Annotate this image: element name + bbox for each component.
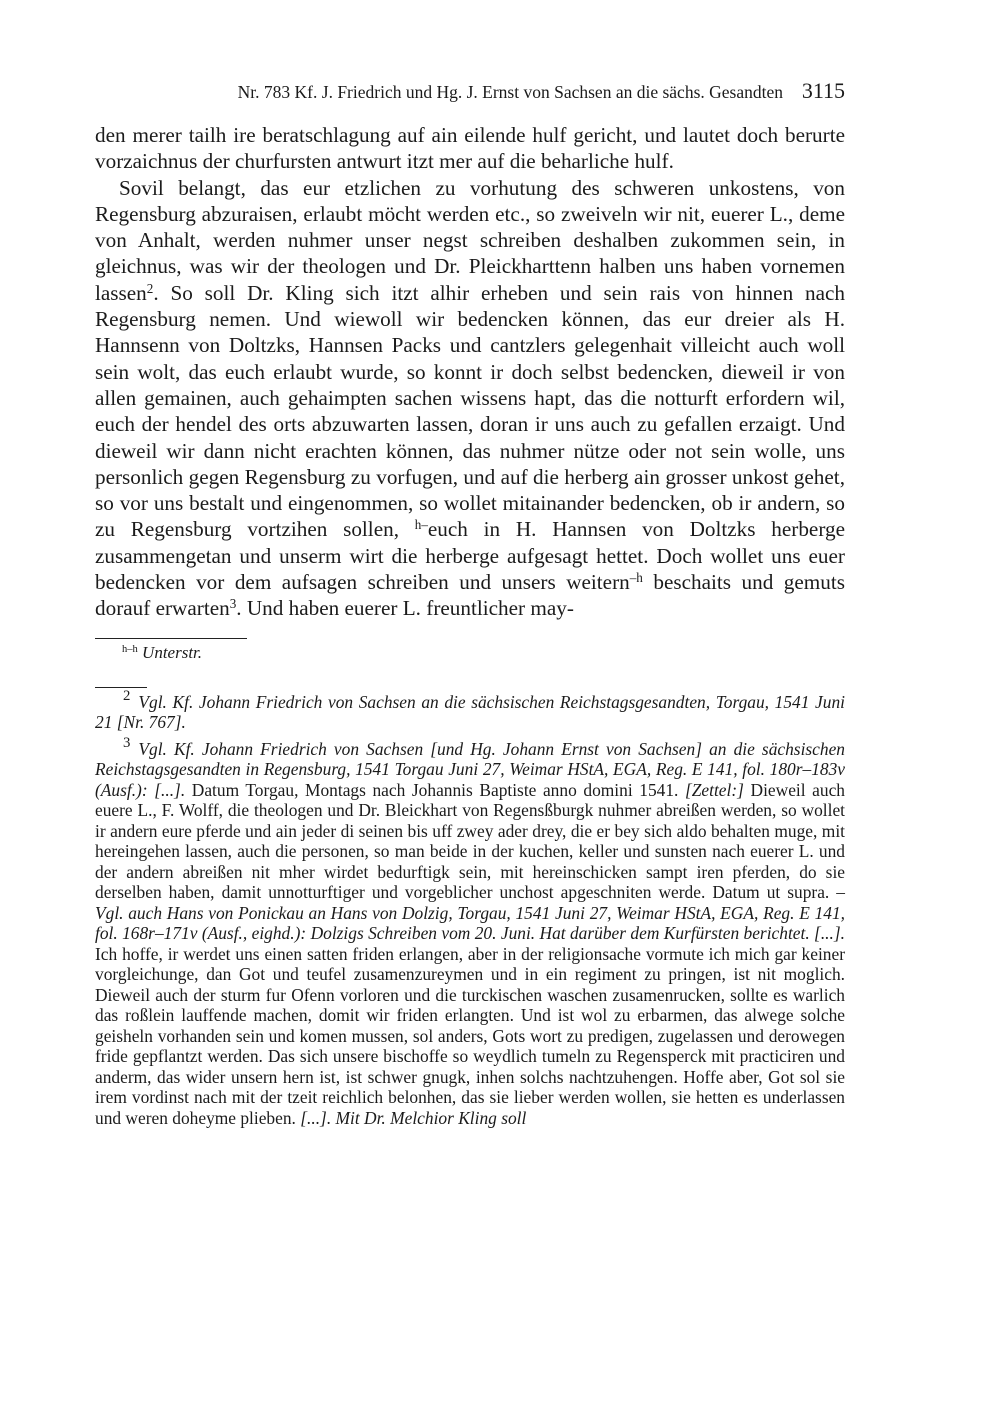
footnote-ref-2[interactable]: 2 xyxy=(146,280,154,296)
running-header xyxy=(95,78,845,108)
apparatus-mark: h–h xyxy=(122,643,138,655)
text-apparatus xyxy=(95,643,845,663)
footnote-3-quote-3: Ich hoffe, ir werdet uns einen satten friden erlangen, aber in der religionsache vormute ich mich gar keiner vorgleichunge, dan Got und teufel zusamenzureymen und in ein regiment zu pringen, ist nit moglich. Dieweil auch der sturm fur Ofenn vorloren und die turckischen waschen zusamenrucken, sollte es warlich das roßlein lauffende machen, domit wir friden erlangten. Und ist wol zu erbarmen, das alwege solche geisheln vorhanden sein und komen mussen, sol anders, Gots wort zu predigen, zugelassen und derowegen fride gepflantzt werden. Das sich unsere bischoffe so weydlich tumeln zu Regensperck mit practiciren und anderm, das wider unsern hern ist, ist schwer gnugk, inhen solchs nachtzuhengen. Hoffe aber, Got sol sie irem vordinst nach mit der tzeit reichlich belonhen, das sie lieber werden wollen, sie hetten es underlassen und weren doheyme plieben. xyxy=(95,943,845,1128)
paragraph-2 xyxy=(95,175,845,622)
apparatus-mark-close: –h xyxy=(629,569,643,585)
apparatus-note: Unterstr. xyxy=(142,642,203,662)
footnote-2-number: 2 xyxy=(123,687,131,704)
footnote-2 xyxy=(95,687,845,733)
footnote-3-continuation: [...]. Mit Dr. Melchior Kling soll xyxy=(300,1107,527,1128)
page-number: 3115 xyxy=(801,78,845,103)
paragraph-2-text-c: euch in H. Hannsen von Doltzks herberge zusammengetan und unserm wirt die herberge aufgesagt hettet. Doch wollet uns euer bedencken vor dem aufsagen schreiben und unsers weitern xyxy=(95,517,845,595)
footnote-3 xyxy=(95,734,845,1129)
footnotes xyxy=(95,687,845,1129)
footnote-divider xyxy=(95,687,147,688)
paragraph-1 xyxy=(95,122,845,175)
footnote-3-citation-2: Vgl. auch Hans von Ponickau an Hans von Dolzig, Torgau, 1541 Juni 27, Weimar HStA, EGA, Reg. E 141, fol. 168r–171v (Ausf., eighd.): Dolzigs Schreiben vom 20. Juni. Hat darüber dem Kurfürsten berichtet. [...]. xyxy=(95,902,845,944)
footnote-3-quote-2: Dieweil auch euere L., F. Wolff, die theologen und Dr. Bleickhart von Regensßburgk nuhmer abreißen werden, so wollet ir andern eure pferde und ain jeder di seinen bis uff zwey ader drey, die er bey sich aldo behalten muge, mit hereingehen lassen, auch die personen, so man beide in der kuchen, keller und sunsten nach euerer L. und der andern abreißen nit mher wirdet bedurftigk sein, mit hereinschicken sampt iren pferden, do sie derselben haben, damit unnotturftiger und vorgeblicher unchost apgeschniten werde. Datum ut supra. – xyxy=(95,779,845,903)
paragraph-2-text-d: beschaits und gemuts dorauf erwarten xyxy=(95,570,846,621)
running-title: Nr. 783 Kf. J. Friedrich und Hg. J. Ernst von Sachsen an die sächs. Gesandten xyxy=(237,82,783,102)
footnote-3-zettel-label: [Zettel:] xyxy=(684,779,744,800)
footnote-3-number: 3 xyxy=(123,734,131,751)
main-text xyxy=(95,122,845,622)
footnote-3-citation: Vgl. Kf. Johann Friedrich von Sachsen [und Hg. Johann Ernst von Sachsen] an die sächsischen Reichstagsgesandten in Regensburg, 1541 Torgau Juni 27, Weimar HStA, EGA, Reg. E 141, fol. 180r–183v (Ausf.): [...]. xyxy=(95,738,845,800)
paragraph-1-text: den merer tailh ire beratschlagung auf ain eilende hulf gericht, und lautet doch berurte vorzaichnus der churfursten antwurt itzt mer auf die beharliche hulf. xyxy=(95,123,845,174)
footnote-ref-3[interactable]: 3 xyxy=(229,596,237,612)
paragraph-2-text-a: Sovil belangt, das eur etzlichen zu vorhutung des schweren unkostens, von Regensburg abzuraisen, erlaubt möcht werden etc., so zweiveln wir nit, euerer L., deme von Anhalt, werden nuhmer unser negst schreiben deshalben zukommen sein, in gleichnus, was wir der theologen und Dr. Pleickharttenn halben uns haben vornemen lassen xyxy=(95,175,845,305)
apparatus-mark-open: h– xyxy=(414,517,428,533)
page xyxy=(95,78,845,1128)
footnote-2-text: Vgl. Kf. Johann Friedrich von Sachsen an die sächsischen Reichstagsgesandten, Torgau, 1541 Juni 21 [Nr. 767]. xyxy=(95,691,845,733)
paragraph-2-text-e: . Und haben euerer L. freuntlicher may- xyxy=(236,596,574,621)
footnote-3-quote-1: Datum Torgau, Montags nach Johannis Baptiste anno domini 1541. xyxy=(185,779,685,800)
apparatus-divider xyxy=(95,638,247,639)
paragraph-2-text-b: . So soll Dr. Kling sich itzt alhir erheben und sein rais von hinnen nach Regensburg nemen. Und wiewoll wir bedencken können, das eur dreier als H. Hannsenn von Doltzks, Hannsen Packs und cantzlers gelegenhait villeicht auch woll sein wolt, das euch erlaubt wurde, so konnt ir doch selbst bedencken, dieweil ir von allen gemainen, auch gehaimpten sachen wissens hapt, das die notturft erfordern wil, euch der hendel des orts abzuwarten lassen, doran ir uns auch zu gefallen erzaigt. Und dieweil wir dann nicht erachten können, das nuhmer nütze oder not sein wolle, uns personlich gegen Regensburg zu vorfugen, und auf die herberg ain grosser unkost gehet, so vor uns bestalt und eingenommen, so wollet mitainander bedencken, ob ir andern, so zu Regensburg vortzihen sollen, xyxy=(95,280,845,542)
